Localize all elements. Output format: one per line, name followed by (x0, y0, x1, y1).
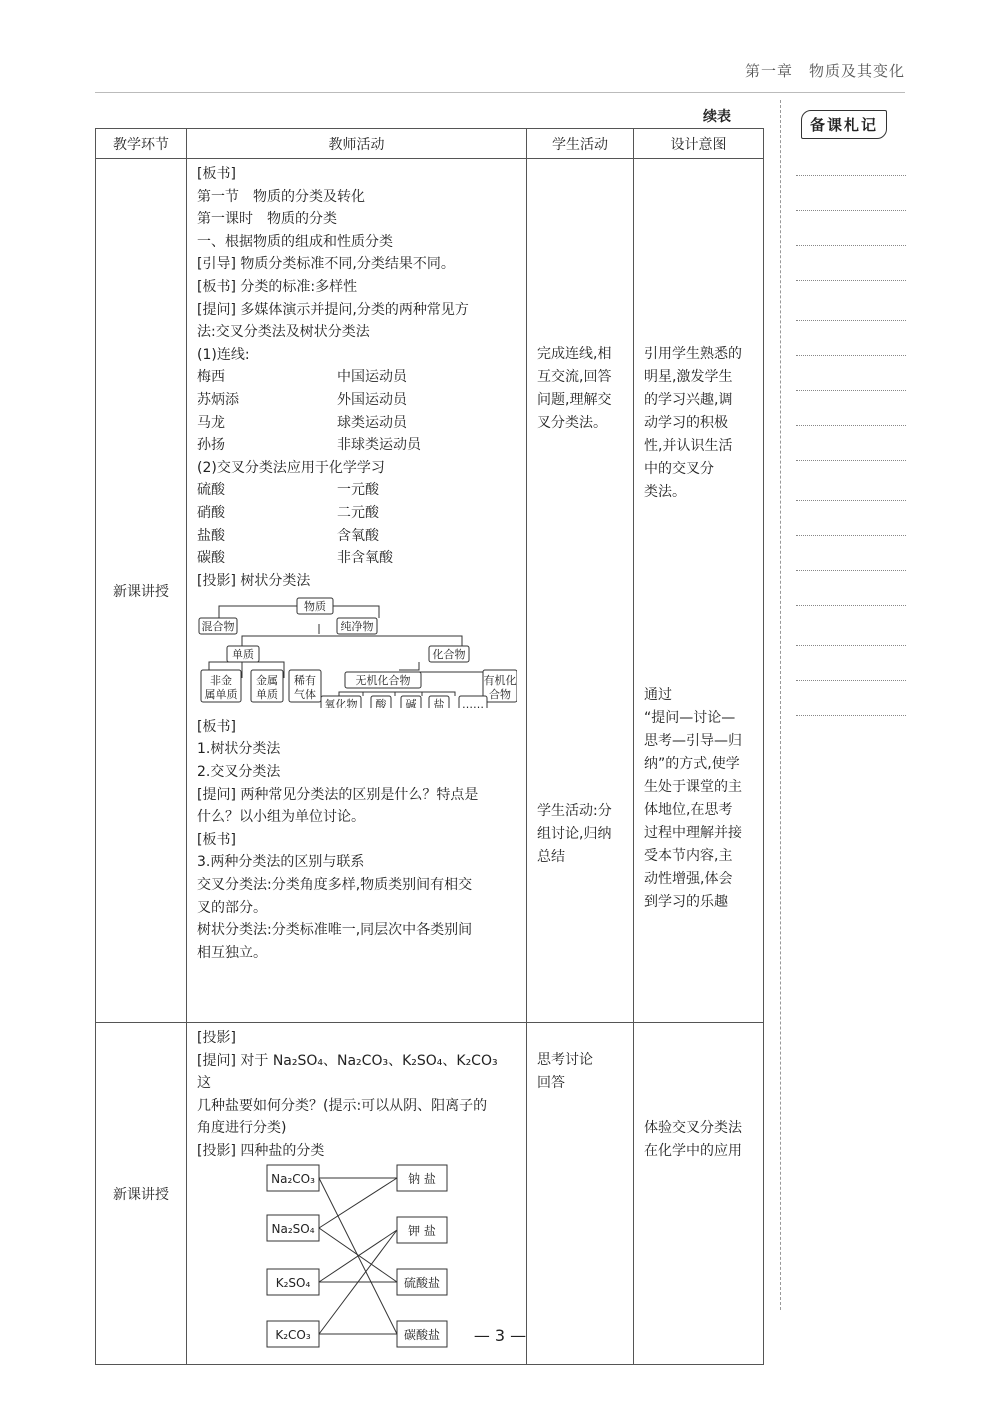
teacher-activity (187, 159, 527, 1023)
note-line (796, 645, 906, 646)
intent-line: 性,并认识生活 (644, 438, 733, 454)
teacher-line: [投影] 四种盐的分类 (197, 1142, 325, 1159)
intent-line: 生处于课堂的主 (644, 779, 742, 795)
tree-node-organic: 合物 (489, 688, 511, 702)
link-right: 含氧酸 (337, 527, 379, 544)
tree-node-acid: 酸 (375, 698, 387, 709)
teacher-activity (187, 1023, 527, 1365)
link-left: 硝酸 (197, 504, 225, 521)
teacher-line: [提问] 对于 Na₂SO₄、Na₂CO₃、K₂SO₄、K₂CO₃ 这 (197, 1052, 498, 1092)
teacher-line: 交叉分类法:分类角度多样,物质类别间有相交 (197, 877, 473, 894)
note-line (796, 390, 906, 391)
teacher-line: [提问] 多媒体演示并提问,分类的两种常见方 (197, 301, 469, 318)
intent-line: 受本节内容,主 (644, 848, 733, 864)
student-line: 组讨论,归纳 (537, 826, 612, 842)
student-line: 回答 (537, 1075, 565, 1091)
page-number: — 3 — (473, 1326, 527, 1345)
intent-line: 明星,激发学生 (644, 369, 733, 385)
intent-line: 动学习的积极 (644, 415, 728, 431)
header-intent: 设计意图 (634, 129, 764, 159)
tree-node-element: 单质 (232, 648, 254, 662)
tree-node-salt: 盐 (433, 698, 445, 709)
teacher-line: [投影] (197, 1030, 236, 1046)
teacher-line: [板书] (197, 831, 236, 848)
teacher-line: 相互独立。 (197, 944, 267, 961)
table-header-row (96, 129, 764, 159)
note-line (796, 425, 906, 426)
teacher-line: [板书] (197, 166, 236, 182)
teacher-line: [板书] (197, 718, 236, 735)
link-left: 碳酸 (197, 550, 225, 567)
note-line (796, 570, 906, 571)
link-left: 孙扬 (197, 437, 225, 454)
tree-node-mix: 混合物 (201, 620, 235, 634)
stage-cell: 新课讲授 (96, 159, 187, 1023)
intent-line: “提问—讨论— (644, 710, 736, 726)
note-line (796, 535, 906, 536)
intent-line: 思考—引导—归 (644, 733, 742, 749)
link-list-acids (197, 479, 516, 569)
note-line (796, 355, 906, 356)
chapter-title: 第一章 物质及其变化 (744, 62, 905, 80)
link-right: 中国运动员 (337, 369, 407, 386)
student-activity (527, 1023, 634, 1365)
teacher-line: 什么？以小组为单位讨论。 (197, 809, 365, 826)
link-left: 马龙 (197, 414, 225, 431)
tree-node-metal: 单质 (256, 688, 278, 702)
tree-node-noble: 气体 (294, 688, 316, 702)
note-line (796, 280, 906, 281)
teacher-line: [提问] 两种常见分类法的区别是什么？特点是 (197, 786, 479, 803)
table-row (96, 1023, 764, 1365)
class-sulfate: 硫酸盐 (403, 1275, 441, 1290)
tree-node-nonmetal: 非金 (210, 674, 232, 688)
teacher-line: 2.交叉分类法 (197, 764, 281, 781)
link-right: 外国运动员 (337, 391, 407, 408)
teacher-line: (2)交叉分类法应用于化学学习 (197, 459, 385, 476)
note-line (796, 460, 906, 461)
intent-line: 在化学中的应用 (644, 1143, 742, 1159)
link-right: 非含氧酸 (337, 550, 393, 567)
teacher-line: 第一节 物质的分类及转化 (197, 188, 365, 205)
teacher-line: 角度进行分类) (197, 1120, 287, 1137)
note-line (796, 715, 906, 716)
salt-na2co3: Na₂CO₃ (271, 1171, 315, 1186)
tree-node-pure: 纯净物 (340, 620, 374, 634)
teacher-line: 法:交叉分类法及树状分类法 (197, 324, 370, 341)
link-left: 硫酸 (197, 482, 225, 499)
design-intent (634, 1023, 764, 1365)
note-line (796, 680, 906, 681)
class-potassium: 钾 盐 (408, 1223, 436, 1238)
teacher-line: 几种盐要如何分类？(提示:可以从阴、阳离子的 (197, 1097, 488, 1114)
tree-node-root: 物质 (304, 600, 326, 614)
tree-node-base: 碱 (405, 698, 417, 709)
link-left: 盐酸 (197, 527, 225, 544)
teacher-line: 叉的部分。 (197, 899, 267, 916)
note-line (796, 320, 906, 321)
intent-line: 动性增强,体会 (644, 871, 733, 887)
student-line: 叉分类法。 (537, 415, 607, 431)
note-line (796, 605, 906, 606)
link-list-athletes (197, 366, 516, 456)
salt-na2so4: Na₂SO₄ (271, 1221, 315, 1236)
link-left: 苏炳添 (197, 391, 239, 408)
intent-line: 引用学生熟悉的 (644, 346, 742, 362)
salt-k2co3: K₂CO₃ (275, 1327, 311, 1342)
teacher-line: 3.两种分类法的区别与联系 (197, 854, 365, 871)
student-line: 思考讨论 (537, 1052, 593, 1068)
student-line: 总结 (537, 849, 565, 865)
link-right: 一元酸 (337, 482, 379, 499)
salt-classification-diagram (197, 1163, 517, 1353)
note-line (796, 245, 906, 246)
link-right: 球类运动员 (337, 414, 407, 431)
student-line: 学生活动:分 (537, 803, 612, 819)
teacher-line: [引导] 物质分类标准不同,分类结果不同。 (197, 256, 455, 273)
salt-k2so4: K₂SO₄ (275, 1275, 311, 1290)
intent-line: 体验交叉分类法 (644, 1120, 742, 1136)
link-right: 二元酸 (337, 504, 379, 521)
intent-line: 的学习兴趣,调 (644, 392, 733, 408)
header-student: 学生活动 (527, 129, 634, 159)
intent-line: 类法。 (644, 484, 686, 500)
student-line: 问题,理解交 (537, 392, 612, 408)
note-line (796, 500, 906, 501)
class-carbonate: 碳酸盐 (403, 1327, 441, 1342)
class-sodium: 钠 盐 (408, 1171, 436, 1186)
tree-node-inorganic: 无机化合物 (355, 674, 411, 688)
lesson-table (95, 128, 764, 1365)
intent-line: 体地位,在思考 (644, 802, 733, 818)
teacher-line: 第一课时 物质的分类 (197, 211, 337, 228)
header-rule (95, 92, 905, 93)
teacher-line: (1)连线: (197, 346, 250, 363)
teacher-line: [板书] 分类的标准:多样性 (197, 278, 358, 295)
tree-node-nonmetal: 属单质 (204, 688, 238, 702)
tree-node-etc: …… (462, 698, 484, 709)
header-teacher: 教师活动 (187, 129, 527, 159)
design-intent (634, 159, 764, 1023)
classification-tree-diagram (197, 596, 517, 708)
stage-cell: 新课讲授 (96, 1023, 187, 1365)
intent-line: 纳”的方式,使学 (644, 756, 740, 772)
link-right: 非球类运动员 (337, 437, 421, 454)
intent-line: 到学习的乐趣 (644, 894, 728, 910)
continued-label: 续表 (703, 109, 731, 125)
teacher-line: [投影] 树状分类法 (197, 572, 311, 589)
table-row (96, 159, 764, 1023)
tree-node-noble: 稀有 (294, 674, 316, 688)
student-line: 完成连线,相 (537, 346, 612, 362)
intent-line: 中的交叉分 (644, 461, 714, 477)
teacher-line: 树状分类法:分类标准唯一,同层次中各类别间 (197, 922, 473, 939)
tree-node-compound: 化合物 (432, 648, 466, 662)
intent-line: 过程中理解并接 (644, 825, 742, 841)
header-stage: 教学环节 (96, 129, 187, 159)
note-line (796, 175, 906, 176)
link-left: 梅西 (197, 369, 225, 386)
notes-title: 备课札记 (801, 110, 887, 139)
teacher-line: 一、根据物质的组成和性质分类 (197, 233, 393, 250)
note-line (796, 210, 906, 211)
intent-line: 通过 (644, 687, 672, 703)
teacher-line: 1.树状分类法 (197, 741, 281, 758)
student-line: 互交流,回答 (537, 369, 612, 385)
notes-sidebar (780, 100, 910, 1310)
tree-node-oxide: 氧化物 (324, 698, 358, 709)
tree-node-metal: 金属 (256, 674, 278, 688)
student-activity (527, 159, 634, 1023)
tree-node-organic: 有机化 (483, 674, 517, 688)
